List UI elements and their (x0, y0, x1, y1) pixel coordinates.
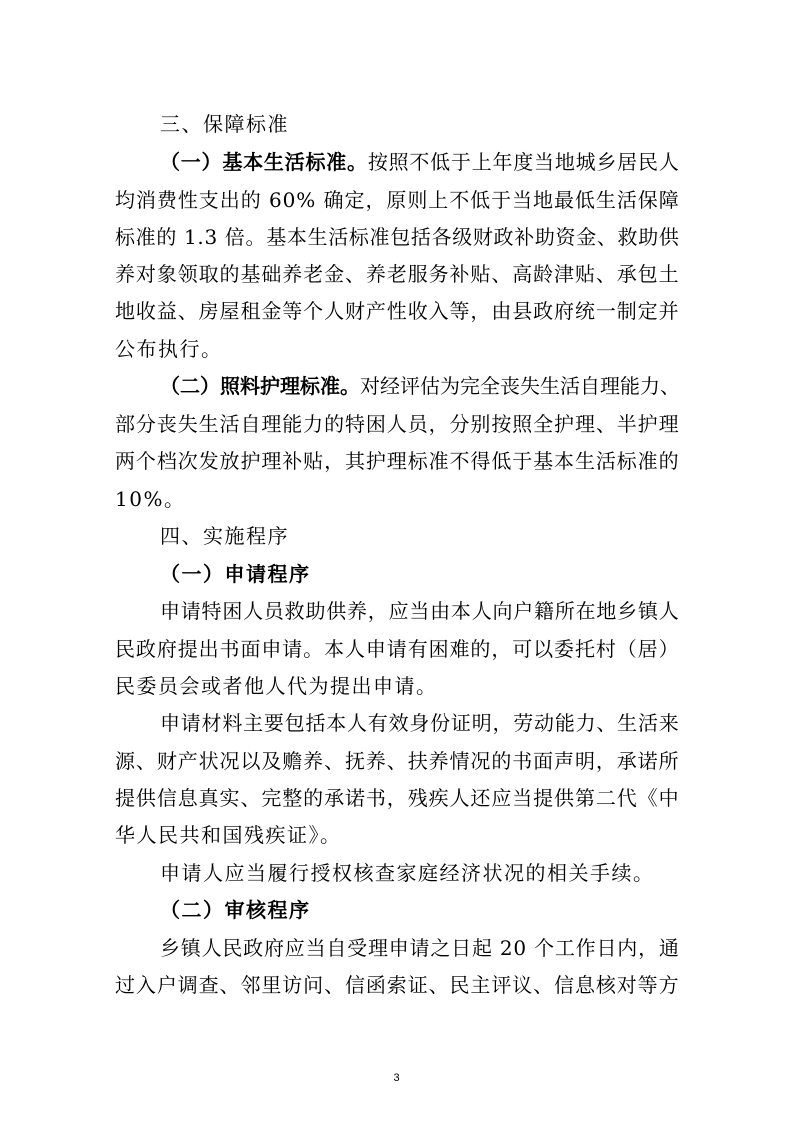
paragraph-line: 养对象领取的基础养老金、养老服务补贴、高龄津贴、承包土 (115, 262, 680, 286)
paragraph-line: 提供信息真实、完整的承诺书，残疾人还应当提供第二代《中 (115, 786, 680, 810)
paragraph-line: 标准的 1.3 倍。基本生活标准包括各级财政补助资金、救助供 (115, 225, 680, 249)
paragraph-line: 两个档次发放护理补贴，其护理标准不得低于基本生活标准的 (115, 449, 680, 473)
paragraph-label-care: （二）照料护理标准。 (160, 374, 360, 398)
paragraph-line: 民委员会或者他人代为提出申请。 (115, 674, 438, 698)
subheading-application: （一）申请程序 (160, 562, 311, 586)
paragraph-line: 民政府提出书面申请。本人申请有困难的，可以委托村（居） (115, 637, 680, 661)
section-heading-4: 四、实施程序 (160, 524, 289, 548)
paragraph-basic-living-line-1 (160, 148, 680, 176)
paragraph-line: 均消费性支出的 60% 确定，原则上不低于当地最低生活保障 (115, 188, 680, 212)
page-number: 3 (393, 1072, 400, 1084)
paragraph-line: 公布执行。 (115, 337, 223, 361)
paragraph-line: 申请特困人员救助供养，应当由本人向户籍所在地乡镇人 (160, 599, 680, 623)
paragraph-line: 过入户调查、邻里访问、信函索证、民主评议、信息核对等方 (115, 973, 680, 997)
paragraph-line: 申请材料主要包括本人有效身份证明，劳动能力、生活来 (160, 711, 680, 735)
paragraph-care-line-1 (160, 372, 680, 400)
paragraph-line: 10%。 (115, 487, 186, 511)
paragraph-text: 按照不低于上年度当地城乡居民人 (367, 150, 680, 174)
subheading-review: （二）审核程序 (160, 898, 311, 922)
paragraph-line: 部分丧失生活自理能力的特困人员，分别按照全护理、半护理 (115, 412, 680, 436)
paragraph-label-basic-living: （一）基本生活标准。 (160, 150, 368, 174)
section-heading-3: 三、保障标准 (160, 112, 289, 136)
paragraph-line: 源、财产状况以及赡养、抚养、扶养情况的书面声明，承诺所 (115, 749, 680, 773)
paragraph-line: 乡镇人民政府应当自受理申请之日起 20 个工作日内，通 (160, 936, 680, 960)
paragraph-line: 华人民共和国残疾证》。 (115, 823, 342, 847)
paragraph-text: 对经评估为完全丧失生活自理能力、 (360, 374, 680, 398)
paragraph-line: 申请人应当履行授权核查家庭经济状况的相关手续。 (160, 861, 655, 885)
paragraph-line: 地收益、房屋租金等个人财产性收入等，由县政府统一制定并 (115, 299, 680, 323)
